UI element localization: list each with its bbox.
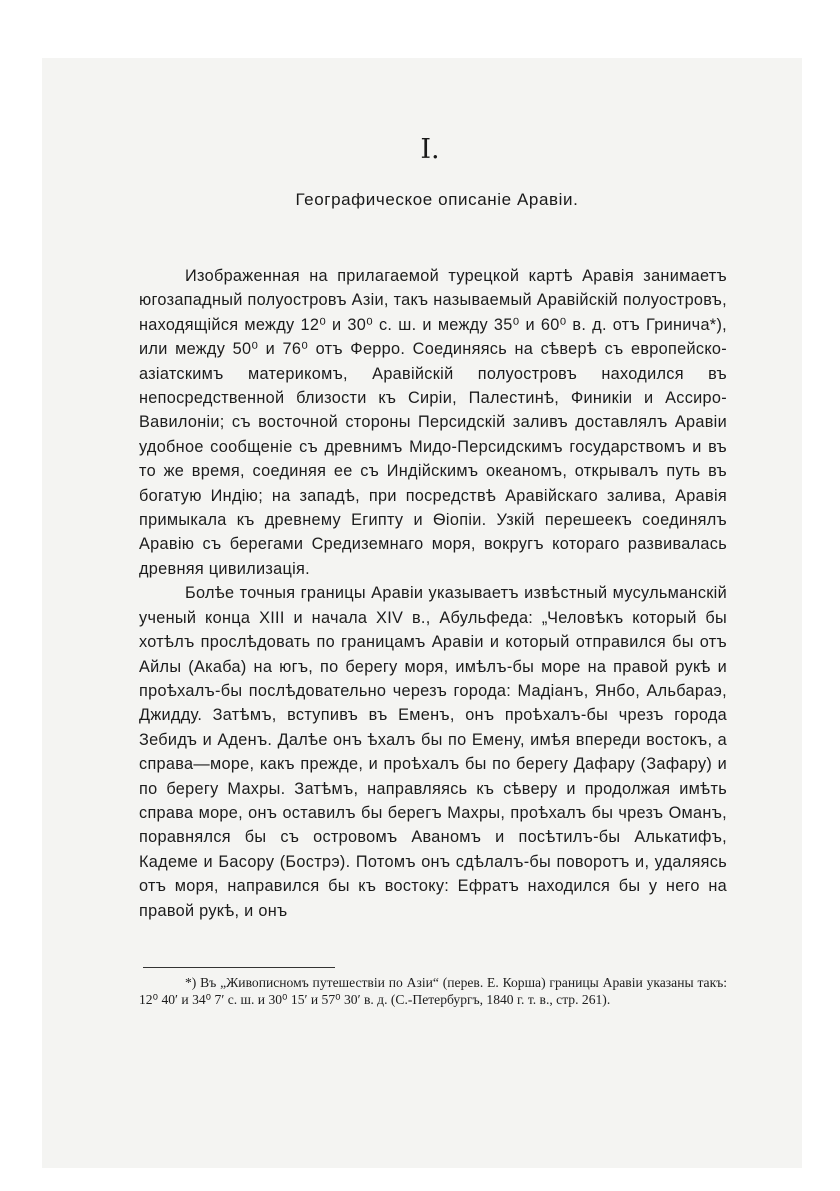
page-title: Географическое описаніе Аравіи. [295,190,579,209]
body-text [139,264,727,923]
paragraph-2: Болѣе точныя границы Аравіи указываетъ извѣстный мусульманскій ученый конца XIII и начала XIV в., Абульфеда: „Человѣкъ который бы хотѣлъ прослѣдовать по границамъ Аравіи и который отправился бы отъ Айлы (Акаба) на югъ, по берегу моря, имѣлъ-бы море на правой рукѣ и проѣхалъ-бы послѣдовательно черезъ города: Мадіанъ, Янбо, Альбараэ, Джидду. Затѣмъ, вступивъ въ Еменъ, онъ проѣхалъ-бы чрезъ города Зебидъ и Аденъ. Далѣе онъ ѣхалъ бы по Емену, имѣя впереди востокъ, а справа—море, какъ прежде, и проѣхалъ бы по берегу Дафару (Зафару) и по берегу Махры. Затѣмъ, направляясь къ сѣверу и продолжая имѣть справа море, онъ оставилъ бы берегъ Махры, проѣхалъ бы чрезъ Оманъ, поравнялся бы съ островомъ Аваномъ и посѣтилъ-бы Алькатифъ, Кадеме и Басору (Бострэ). Потомъ онъ сдѣлалъ-бы поворотъ и, удаляясь отъ моря, направился бы къ востоку: Ефратъ находился бы у него на правой рукѣ, и онъ [139,584,727,920]
paragraph-1: Изображенная на прилагаемой турецкой картѣ Аравія занимаетъ югозападный полуостровъ Азіи, такъ называемый Аравійскій полуостровъ, находящійся между 12⁰ и 30⁰ с. ш. и между 35⁰ и 60⁰ в. д. отъ Гринича*), или между 50⁰ и 76⁰ отъ Ферро. Соединяясь на сѣверѣ съ европейско-азіатскимъ материкомъ, Аравійскій полуостровъ находился въ непосредственной близости къ Сиріи, Палестинѣ, Финикіи и Ассиро-Вавилоніи; съ восточной стороны Персидскій заливъ доставлялъ Аравіи удобное сообщеніе съ древнимъ Мидо-Персидскимъ государствомъ и въ то же время, соединяя ее съ Индійскимъ океаномъ, открывалъ путь въ богатую Индію; на западѣ, при посредствѣ Аравійскаго залива, Аравія примыкала къ древнему Египту и Ѳіопіи. Узкій перешеекъ соединялъ Аравію съ берегами Средиземнаго моря, вокругъ котораго развивалась древняя цивилизація. [139,267,727,578]
chapter-number: I. [420,134,440,165]
footnote-divider [143,967,335,968]
footnote [139,975,727,1008]
footnote-text: *) Въ „Живописномъ путешествіи по Азіи“ (перев. Е. Корша) границы Аравіи указаны такъ: 12⁰ 40′ и 34⁰ 7′ с. ш. и 30⁰ 15′ и 57⁰ 30′ в. д. (С.-Петербургъ, 1840 г. т. в., стр. 261). [139,975,727,1007]
